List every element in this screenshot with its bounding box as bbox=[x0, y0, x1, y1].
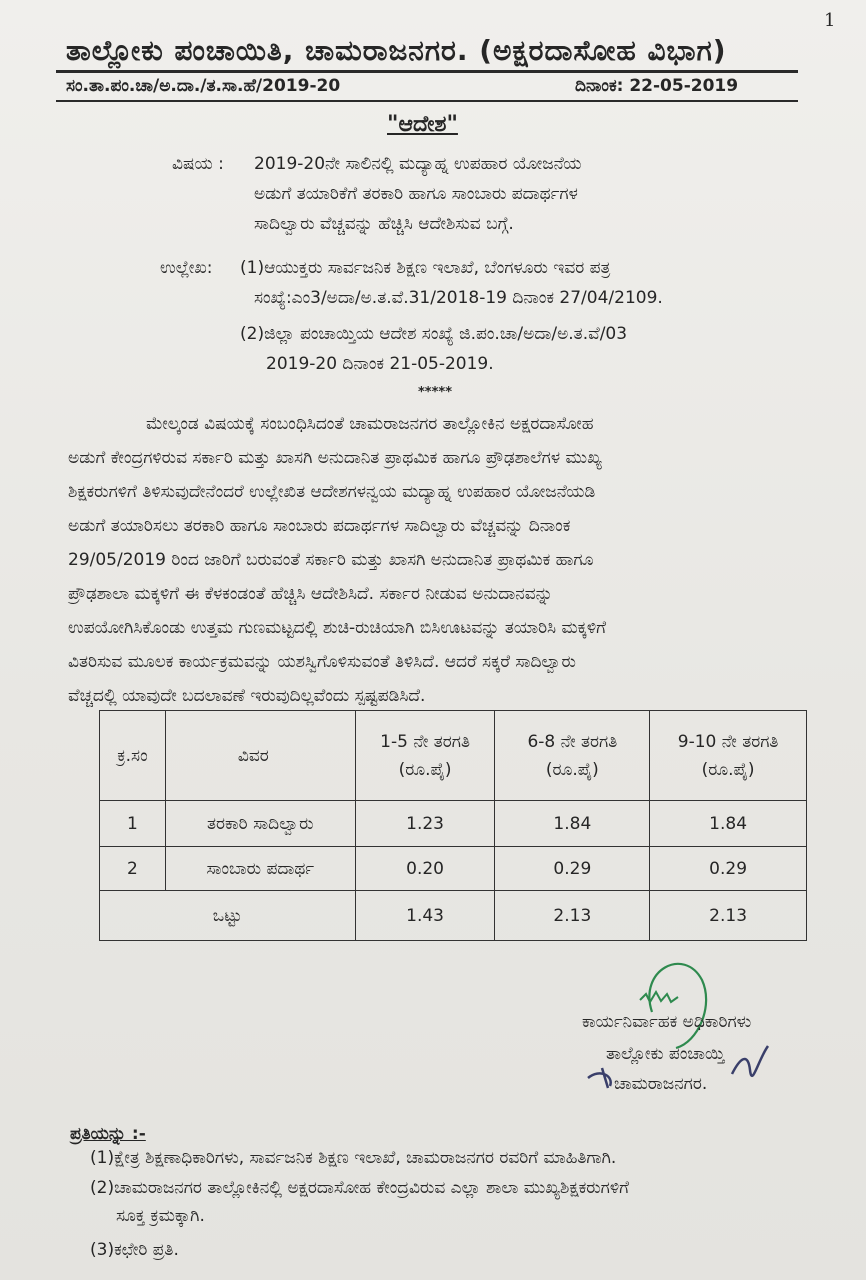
cell-class-1-5: 1.23 bbox=[355, 801, 495, 847]
table-row bbox=[100, 847, 807, 891]
rates-table bbox=[99, 710, 807, 941]
total-label: ಒಟ್ಟು bbox=[100, 891, 356, 941]
reference-number: ಸಂ.ತಾ.ಪಂ.ಚಾ/ಅ.ದಾ./ತ.ಸಾ.ಹೆ/2019-20 bbox=[66, 76, 341, 96]
body-line: ಅಡುಗೆ ತಯಾರಿಸಲು ತರಕಾರಿ ಹಾಗೂ ಸಾಂಬಾರು ಪದಾರ್ಥಗಳ ಸಾದಿಲ್ವಾರು ವೆಚ್ಚವನ್ನು ದಿನಾಂಕ bbox=[68, 516, 571, 536]
body-line: ಅಡುಗೆ ಕೇಂದ್ರಗಳಿರುವ ಸರ್ಕಾರಿ ಮತ್ತು ಖಾಸಗಿ ಅನುದಾನಿತ ಪ್ರಾಥಮಿಕ ಹಾಗೂ ಪ್ರೌಢಶಾಲೆಗಳ ಮುಖ್ಯ bbox=[68, 448, 602, 468]
cell-class-9-10: 1.84 bbox=[650, 801, 807, 847]
reference-line: (1)ಆಯುಕ್ತರು ಸಾರ್ವಜನಿಕ ಶಿಕ್ಷಣ ಇಲಾಖೆ, ಬೆಂಗಳೂರು ಇವರ ಪತ್ರ bbox=[240, 258, 611, 278]
copy-line: (2)ಚಾಮರಾಜನಗರ ತಾಲ್ಲೋಕಿನಲ್ಲಿ ಅಕ್ಷರದಾಸೋಹ ಕೇಂದ್ರವಿರುವ ಎಲ್ಲಾ ಶಾಲಾ ಮುಖ್ಯಶಿಕ್ಷಕರುಗಳಿಗೆ bbox=[90, 1178, 629, 1198]
header-text: 1-5 ನೇ ತರಗತಿ bbox=[380, 731, 470, 752]
cell-class-1-5: 0.20 bbox=[355, 847, 495, 891]
table-row bbox=[100, 801, 807, 847]
header-rule-top bbox=[56, 70, 798, 73]
body-line: ಶಿಕ್ಷಕರುಗಳಿಗೆ ತಿಳಿಸುವುದೇನೆಂದರೆ ಉಲ್ಲೇಖಿತ ಆದೇಶಗಳನ್ವಯ ಮದ್ಯಾಹ್ನ ಉಪಹಾರ ಯೋಜನೆಯಡಿ bbox=[68, 482, 596, 502]
table-header-row bbox=[100, 711, 807, 801]
order-title: "ಆದೇಶ" bbox=[387, 112, 458, 137]
page-number: 1 bbox=[824, 10, 836, 31]
header-text: 6-8 ನೇ ತರಗತಿ bbox=[527, 731, 618, 752]
office-heading: ತಾಲ್ಲೋಕು ಪಂಚಾಯಿತಿ, ಚಾಮರಾಜನಗರ. (ಅಕ್ಷರದಾಸೋಹ ವಿಭಾಗ) bbox=[66, 34, 727, 67]
cell-details: ತರಕಾರಿ ಸಾದಿಲ್ವಾರು bbox=[165, 801, 355, 847]
copy-line: (3)ಕಛೇರಿ ಪ್ರತಿ. bbox=[90, 1240, 179, 1260]
copies-heading: ಪ್ರತಿಯನ್ನು :- bbox=[70, 1124, 146, 1144]
header-rule-bottom bbox=[56, 100, 798, 102]
copy-line: (1)ಕ್ಷೇತ್ರ ಶಿಕ್ಷಣಾಧಿಕಾರಿಗಳು, ಸಾರ್ವಜನಿಕ ಶಿಕ್ಷಣ ಇಲಾಖೆ, ಚಾಮರಾಜನಗರ ರವರಿಗೆ ಮಾಹಿತಿಗಾಗಿ. bbox=[90, 1148, 617, 1168]
body-line: ಮೇಲ್ಕಂಡ ವಿಷಯಕ್ಕೆ ಸಂಬಂಧಿಸಿದಂತೆ ಚಾಮರಾಜನಗರ ತಾಲ್ಲೋಕಿನ ಅಕ್ಷರದಾಸೋಹ bbox=[146, 414, 594, 434]
section-separator: ***** bbox=[418, 385, 452, 400]
copy-line: ಸೂಕ್ತ ಕ್ರಮಕ್ಕಾಗಿ. bbox=[116, 1206, 205, 1226]
table-total-row bbox=[100, 891, 807, 941]
reference-line: 2019-20 ದಿನಾಂಕ 21-05-2019. bbox=[266, 354, 494, 374]
header-class-1-5 bbox=[355, 711, 495, 801]
header-text: 9-10 ನೇ ತರಗತಿ bbox=[677, 731, 779, 752]
subject-line: ಅಡುಗೆ ತಯಾರಿಕೆಗೆ ತರಕಾರಿ ಹಾಗೂ ಸಾಂಬಾರು ಪದಾರ್ಥಗಳ bbox=[254, 184, 578, 204]
header-unit: (ರೂ.ಪೈ) bbox=[701, 759, 755, 780]
subject-label: ವಿಷಯ : bbox=[172, 154, 224, 174]
signature-ink-stroke bbox=[732, 1046, 768, 1076]
order-date: ದಿನಾಂಕ: 22-05-2019 bbox=[575, 76, 739, 96]
cell-class-9-10: 0.29 bbox=[650, 847, 807, 891]
cell-sl-no: 1 bbox=[100, 801, 166, 847]
reference-label: ಉಲ್ಲೇಖ: bbox=[160, 258, 213, 278]
cell-sl-no: 2 bbox=[100, 847, 166, 891]
body-line: ಉಪಯೋಗಿಸಿಕೊಂಡು ಉತ್ತಮ ಗುಣಮಟ್ಟದಲ್ಲಿ ಶುಚಿ-ರುಚಿಯಾಗಿ ಬಿಸಿಊಟವನ್ನು ತಯಾರಿಸಿ ಮಕ್ಕಳಿಗೆ bbox=[68, 618, 607, 638]
signature-green-scribble bbox=[640, 992, 678, 1002]
signature-ink-initials bbox=[588, 1068, 611, 1088]
cell-class-6-8: 0.29 bbox=[495, 847, 650, 891]
signatory-designation: ಕಾರ್ಯನಿರ್ವಾಹಕ ಅಧಿಕಾರಿಗಳು bbox=[582, 1012, 752, 1032]
signatory-place: ಚಾಮರಾಜನಗರ. bbox=[614, 1074, 708, 1094]
header-unit: (ರೂ.ಪೈ) bbox=[545, 759, 599, 780]
header-class-6-8 bbox=[495, 711, 650, 801]
body-line: ಪ್ರೌಢಶಾಲಾ ಮಕ್ಕಳಿಗೆ ಈ ಕೆಳಕಂಡಂತೆ ಹೆಚ್ಚಿಸಿ ಆದೇಶಿಸಿದೆ. ಸರ್ಕಾರ ನೀಡುವ ಅನುದಾನವನ್ನು bbox=[68, 584, 553, 604]
header-sl-no: ಕ್ರ.ಸಂ bbox=[100, 711, 166, 801]
reference-line: ಸಂಖ್ಯೆ:ಎಂ3/ಅದಾ/ಅ.ತ.ವೆ.31/2018-19 ದಿನಾಂಕ 27/04/2109. bbox=[254, 288, 663, 308]
body-line: ವಿತರಿಸುವ ಮೂಲಕ ಕಾರ್ಯಕ್ರಮವನ್ನು ಯಶಸ್ವಿಗೊಳಿಸುವಂತೆ ತಿಳಿಸಿದೆ. ಆದರೆ ಸಕ್ಕರೆ ಸಾದಿಲ್ವಾರು bbox=[68, 652, 576, 672]
signatory-office: ತಾಲ್ಲೋಕು ಪಂಚಾಯ್ತಿ bbox=[606, 1044, 725, 1064]
total-class-6-8: 2.13 bbox=[495, 891, 650, 941]
header-unit: (ರೂ.ಪೈ) bbox=[398, 759, 452, 780]
subject-line: ಸಾದಿಲ್ವಾರು ವೆಚ್ಚವನ್ನು ಹೆಚ್ಚಿಸಿ ಆದೇಶಿಸುವ ಬಗ್ಗೆ. bbox=[254, 214, 514, 234]
subject-line: 2019-20ನೇ ಸಾಲಿನಲ್ಲಿ ಮದ್ಯಾಹ್ನ ಉಪಹಾರ ಯೋಜನೆಯ bbox=[254, 154, 582, 174]
signature-green-loop bbox=[649, 964, 706, 1048]
total-class-9-10: 2.13 bbox=[650, 891, 807, 941]
header-class-9-10 bbox=[650, 711, 807, 801]
body-line: ವೆಚ್ಚದಲ್ಲಿ ಯಾವುದೇ ಬದಲಾವಣೆ ಇರುವುದಿಲ್ಲವೆಂದು ಸ್ಪಷ್ಟಪಡಿಸಿದೆ. bbox=[68, 686, 426, 706]
header-details: ವಿವರ bbox=[165, 711, 355, 801]
total-class-1-5: 1.43 bbox=[355, 891, 495, 941]
cell-class-6-8: 1.84 bbox=[495, 801, 650, 847]
reference-line: (2)ಜಿಲ್ಲಾ ಪಂಚಾಯ್ತಿಯ ಆದೇಶ ಸಂಖ್ಯೆ ಜಿ.ಪಂ.ಚಾ/ಅದಾ/ಅ.ತ.ವೆ/03 bbox=[240, 324, 628, 344]
body-line: 29/05/2019 ರಿಂದ ಜಾರಿಗೆ ಬರುವಂತೆ ಸರ್ಕಾರಿ ಮತ್ತು ಖಾಸಗಿ ಅನುದಾನಿತ ಪ್ರಾಥಮಿಕ ಹಾಗೂ bbox=[68, 550, 594, 570]
cell-details: ಸಾಂಬಾರು ಪದಾರ್ಥ bbox=[165, 847, 355, 891]
